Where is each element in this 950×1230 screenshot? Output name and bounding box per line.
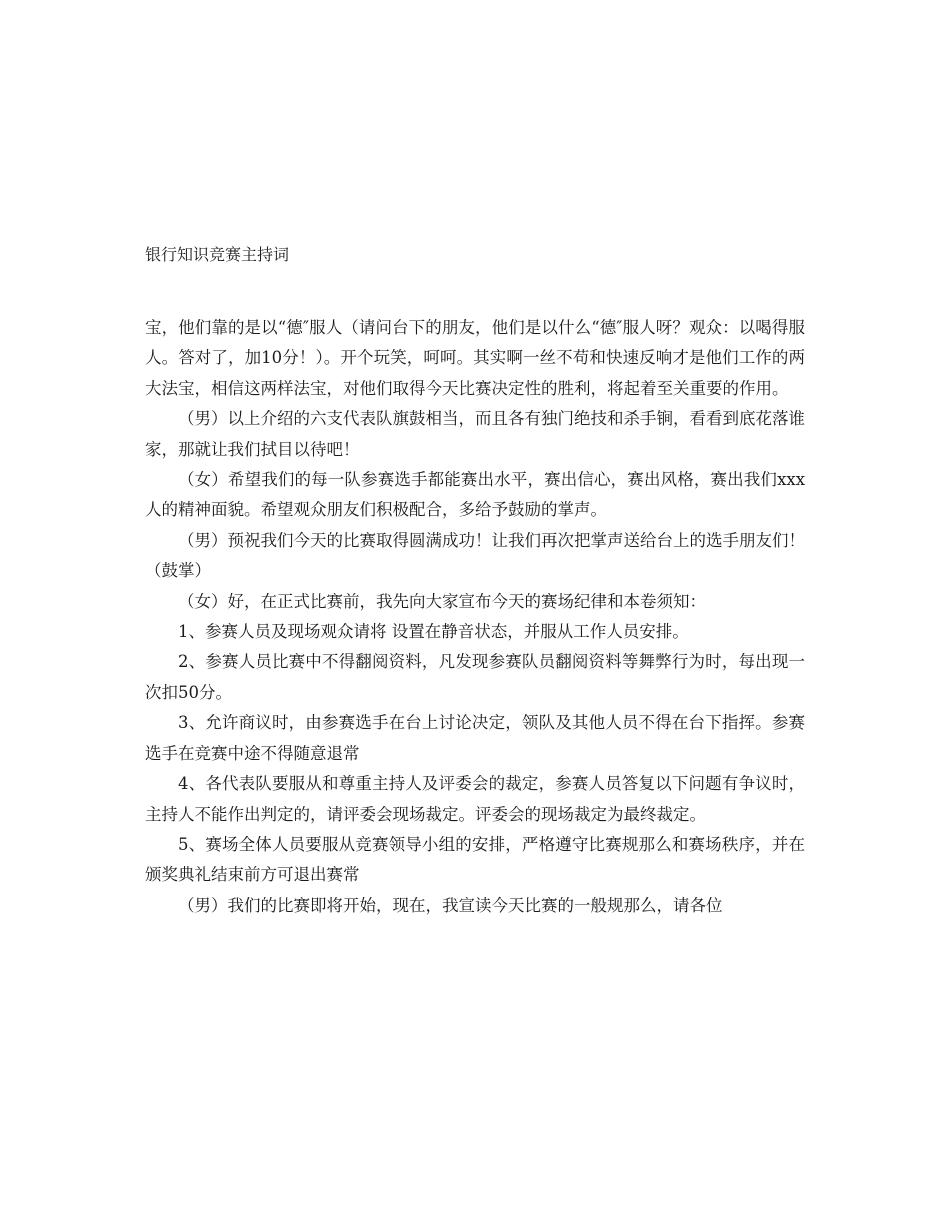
paragraph: （男）预祝我们今天的比赛取得圆满成功！让我们再次把掌声送给台上的选手朋友们！（鼓掌） <box>145 530 805 581</box>
paragraph: 2、参赛人员比赛中不得翻阅资料，凡发现参赛队员翻阅资料等舞弊行为时，每出现一次扣50分。 <box>145 652 805 702</box>
paragraph: 5、赛场全体人员要服从竞赛领导小组的安排，严格遵守比赛规那么和赛场秩序，并在颁奖典礼结束前方可退出赛常 <box>145 834 805 885</box>
paragraph: 1、参赛人员及现场观众请将 设置在静音状态，并服从工作人员安排。 <box>178 622 689 642</box>
paragraph: （男）以上介绍的六支代表队旗鼓相当，而且各有独门绝技和杀手锏，看看到底花落谁家，那就让我们拭目以待吧！ <box>145 409 805 459</box>
document-body <box>145 313 805 921</box>
paragraph: 宝，他们靠的是以“德″服人（请问台下的朋友，他们是以什么“德″服人呀？观众：以喝得服人。答对了，加10分！）。开个玩笑，呵呵。其实啊一丝不苟和快速反响才是他们工作的两大法宝，相信这两样法宝，对他们取得今天比赛决定性的胜利，将起着至关重要的作用。 <box>145 318 805 398</box>
paragraph: 3、允许商议时，由参赛选手在台上讨论决定，领队及其他人员不得在台下指挥。参赛选手在竞赛中途不得随意退常 <box>145 713 805 763</box>
paragraph: （女）好，在正式比赛前，我先向大家宣布今天的赛场纪律和本卷须知： <box>178 591 706 611</box>
paragraph: 4、各代表队要服从和尊重主持人及评委会的裁定，参赛人员答复以下问题有争议时，主持人不能作出判定的，请评委会现场裁定。评委会的现场裁定为最终裁定。 <box>145 774 805 824</box>
document-title: 银行知识竞赛主持词 <box>145 245 290 264</box>
paragraph: （女）希望我们的每一队参赛选手都能赛出水平，赛出信心，赛出风格，赛出我们xxx人的精神面貌。希望观众朋友们积极配合，多给予鼓励的掌声。 <box>145 470 805 520</box>
paragraph: （男）我们的比赛即将开始，现在，我宣读今天比赛的一般规那么，请各位 <box>178 895 723 915</box>
